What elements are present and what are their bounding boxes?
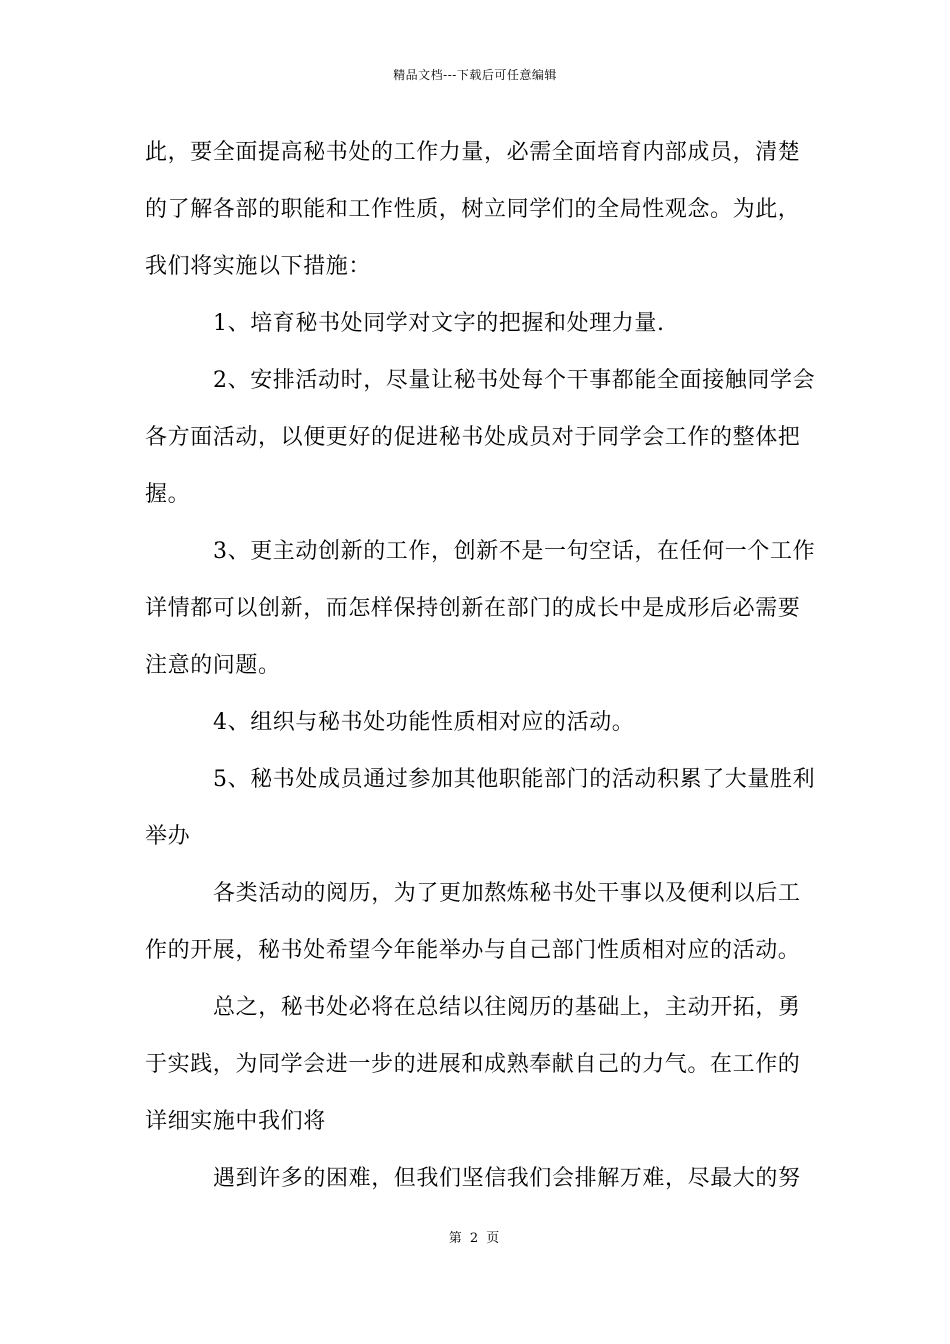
list-item-3: 3、更主动创新的工作，创新不是一句空话，在任何一个工作 (213, 539, 816, 564)
text-line: 握。 (145, 482, 191, 507)
text-line: 举办 (145, 824, 191, 849)
text-line: 各方面活动，以便更好的促进秘书处成员对于同学会工作的整体把 (145, 425, 801, 450)
list-item-4: 4、组织与秘书处功能性质相对应的活动。 (213, 710, 635, 735)
text-line: 此，要全面提高秘书处的工作力量，必需全面培育内部成员，清楚 (145, 140, 801, 165)
page-number: 第 2 页 (448, 1231, 502, 1246)
page-header: 精品文档---下载后可任意编辑 (393, 68, 557, 82)
text-line: 详情都可以创新，而怎样保持创新在部门的成长中是成形后必需要 (145, 596, 801, 621)
paragraph-start: 总之，秘书处必将在总结以往阅历的基础上，主动开拓，勇 (213, 995, 801, 1020)
text-line: 于实践，为同学会进一步的进展和成熟奉献自己的力气。在工作的 (145, 1052, 801, 1077)
text-line: 详细实施中我们将 (145, 1109, 326, 1134)
text-line: 的了解各部的职能和工作性质，树立同学们的全局性观念。为此， (145, 197, 801, 222)
paragraph-start: 各类活动的阅历，为了更加熬炼秘书处干事以及便利以后工 (213, 881, 801, 906)
paragraph-start: 遇到许多的困难，但我们坚信我们会排解万难，尽最大的努 (213, 1166, 801, 1191)
text-line: 注意的问题。 (145, 653, 281, 678)
list-item-5: 5、秘书处成员通过参加其他职能部门的活动积累了大量胜利 (213, 767, 816, 792)
document-body (145, 130, 816, 1213)
text-line: 作的开展，秘书处希望今年能举办与自己部门性质相对应的活动。 (145, 938, 801, 963)
list-item-1: 1、培育秘书处同学对文字的把握和处理力量. (213, 311, 665, 336)
list-item-2: 2、安排活动时，尽量让秘书处每个干事都能全面接触同学会 (213, 368, 816, 393)
text-line: 我们将实施以下措施： (145, 254, 372, 279)
